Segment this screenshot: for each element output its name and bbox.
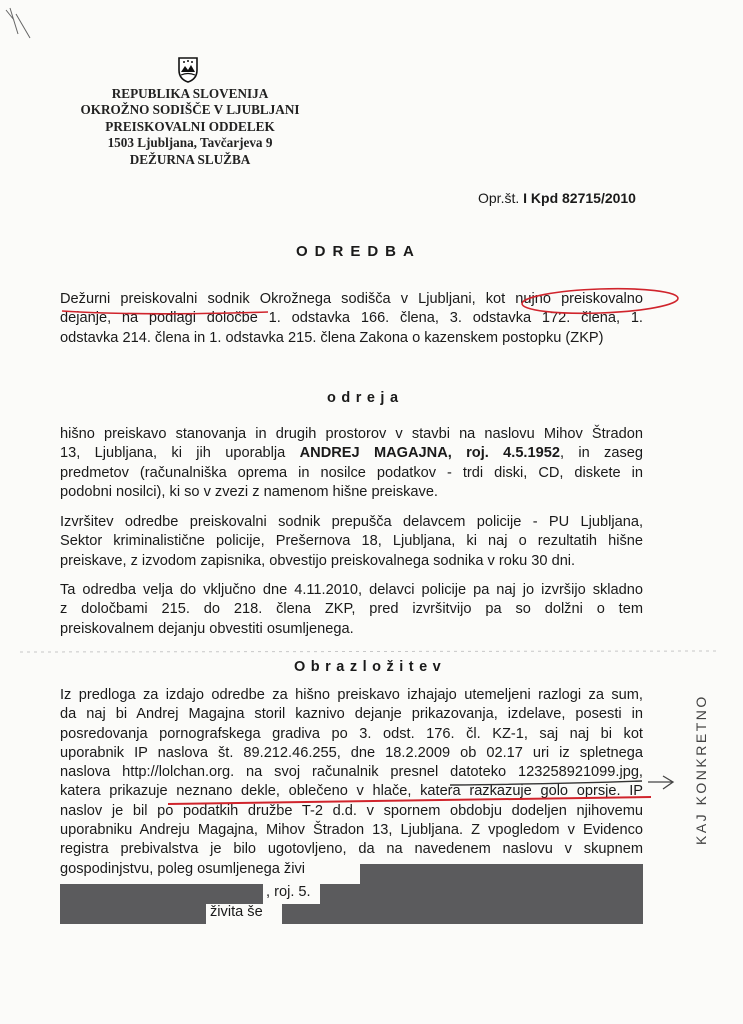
suspect-name: ANDREJ MAGAJNA, roj. 4.5.1952	[299, 445, 560, 462]
text-line: Sektor kriminalistične policije, Prešernova 18, Ljubljana, ki naj o rezultatih hišne	[60, 533, 643, 550]
text-line: 13, Ljubljana, ki jih uporablja ANDREJ MAGAJNA, roj. 4.5.1952, in zaseg	[60, 445, 643, 462]
header-line: DEŽURNA SLUŽBA	[129, 151, 251, 167]
header-line: PREISKOVALNI ODDELEK	[105, 118, 275, 134]
redacted-tail-roj: , roj. 5.	[266, 884, 311, 900]
document-title: ODREDBA	[296, 243, 421, 260]
coat-of-arms-icon	[178, 57, 198, 83]
text-line: Iz predloga za izdajo odredbe za hišno preiskavo izhajajo utemeljeni razlogi za sum,	[60, 687, 643, 703]
redaction-block	[60, 904, 206, 924]
redaction-block	[360, 864, 643, 884]
case-number-label: Opr.št.	[478, 190, 520, 206]
text-line: Izvršitev odredbe preiskovalni sodnik prepušča delavcem policije - PU Ljubljana,	[60, 514, 643, 530]
text-line: naslov je bil po podatkih družbe T-2 d.d. v spornem obdobju dodeljen njihovemu	[60, 802, 643, 819]
text-line: Dežurni preiskovalni sodnik Okrožnega sodišča v Ljubljani, kot nujno preiskovalno	[60, 291, 643, 307]
validity-paragraph	[60, 581, 643, 639]
text-line: da naj bi Andrej Magajna storil kaznivo dejanje prikazovanja, izdelave, posesti in	[60, 706, 643, 723]
text-line: hišno preiskavo stanovanja in drugih prostorov v stavbi na naslovu Mihov Štradon	[60, 426, 643, 442]
execution-paragraph	[60, 513, 643, 571]
text-line: uporabniku Andreju Magajna, Mihov Štradon 13, Ljubljana. Z vpogledom v Evidenco	[60, 822, 643, 839]
orders-heading: odreja	[327, 390, 404, 406]
case-number	[478, 190, 636, 206]
text-line: gospodinjstvu, poleg osumljenega živi	[60, 860, 306, 877]
text-line: podobni nosilci), ki so v zvezi z namenom hišne preiskave.	[60, 483, 438, 500]
case-number-value: I Kpd 82715/2010	[523, 190, 636, 206]
redaction-block	[60, 884, 263, 904]
text-line: uporabnik IP naslova št. 89.212.46.255, dne 18.2.2009 ob 02.17 uri iz spletnega	[60, 744, 643, 761]
redaction-block	[282, 904, 643, 924]
text-line: naslova http://lolchan.org. na svoj računalnik presnel datoteko 123258921099.jpg,	[60, 764, 643, 781]
text-line: z določbami 215. do 218. člena ZKP, pred izvršitvijo pa so dolžni o tem	[60, 601, 643, 618]
redaction-block	[320, 884, 643, 904]
margin-note-text: KAJ KONKRETNO	[693, 694, 709, 845]
text-line: registra prebivalstva je bilo ugotovljeno, da na navedenem naslovu v skupnem	[60, 841, 643, 858]
header-line: 1503 Ljubljana, Tavčarjeva 9	[107, 135, 273, 151]
text-line: odstavka 214. člena in 1. odstavka 215. člena Zakona o kazenskem postopku (ZKP)	[60, 329, 604, 346]
text-line: posredovanja pornografskega gradiva po 3. odst. 176. čl. KZ-1, saj naj bi kot	[60, 725, 643, 742]
page-fold-line	[20, 650, 720, 654]
text-line: preiskovalnem dejanju obvestiti osumljenega.	[60, 620, 354, 637]
text-line: dejanje, na podlagi določbe 1. odstavka 166. člena, 3. odstavka 172. člena, 1.	[60, 310, 643, 327]
handwritten-margin-note	[668, 655, 728, 855]
text-line: preiskave, z izvodom zapisnika, obvestijo preiskovalnega sodnika v roku 30 dni.	[60, 552, 576, 569]
redacted-tail-zivita: živita še	[210, 904, 263, 920]
intro-paragraph	[60, 290, 643, 348]
text-line: Ta odredba velja do vključno dne 4.11.2010, delavci policije pa naj jo izvršijo skladno	[60, 582, 643, 598]
corner-pen-mark	[4, 4, 34, 44]
reasoning-heading: Obrazložitev	[294, 659, 447, 675]
order-paragraph	[60, 425, 643, 502]
text-line: predmetov (računalniška oprema in nosilce podatkov - trdi diski, CD, diskete in	[60, 464, 643, 481]
reasoning-paragraph	[60, 686, 643, 879]
court-header	[60, 86, 320, 168]
header-line: REPUBLIKA SLOVENIJA	[111, 86, 269, 101]
header-line: OKROŽNO SODIŠČE V LJUBLJANI	[80, 102, 300, 118]
text-line: katera prikazuje neznano dekle, oblečeno v hlače, katera razkazuje golo oprsje. IP	[60, 783, 643, 800]
